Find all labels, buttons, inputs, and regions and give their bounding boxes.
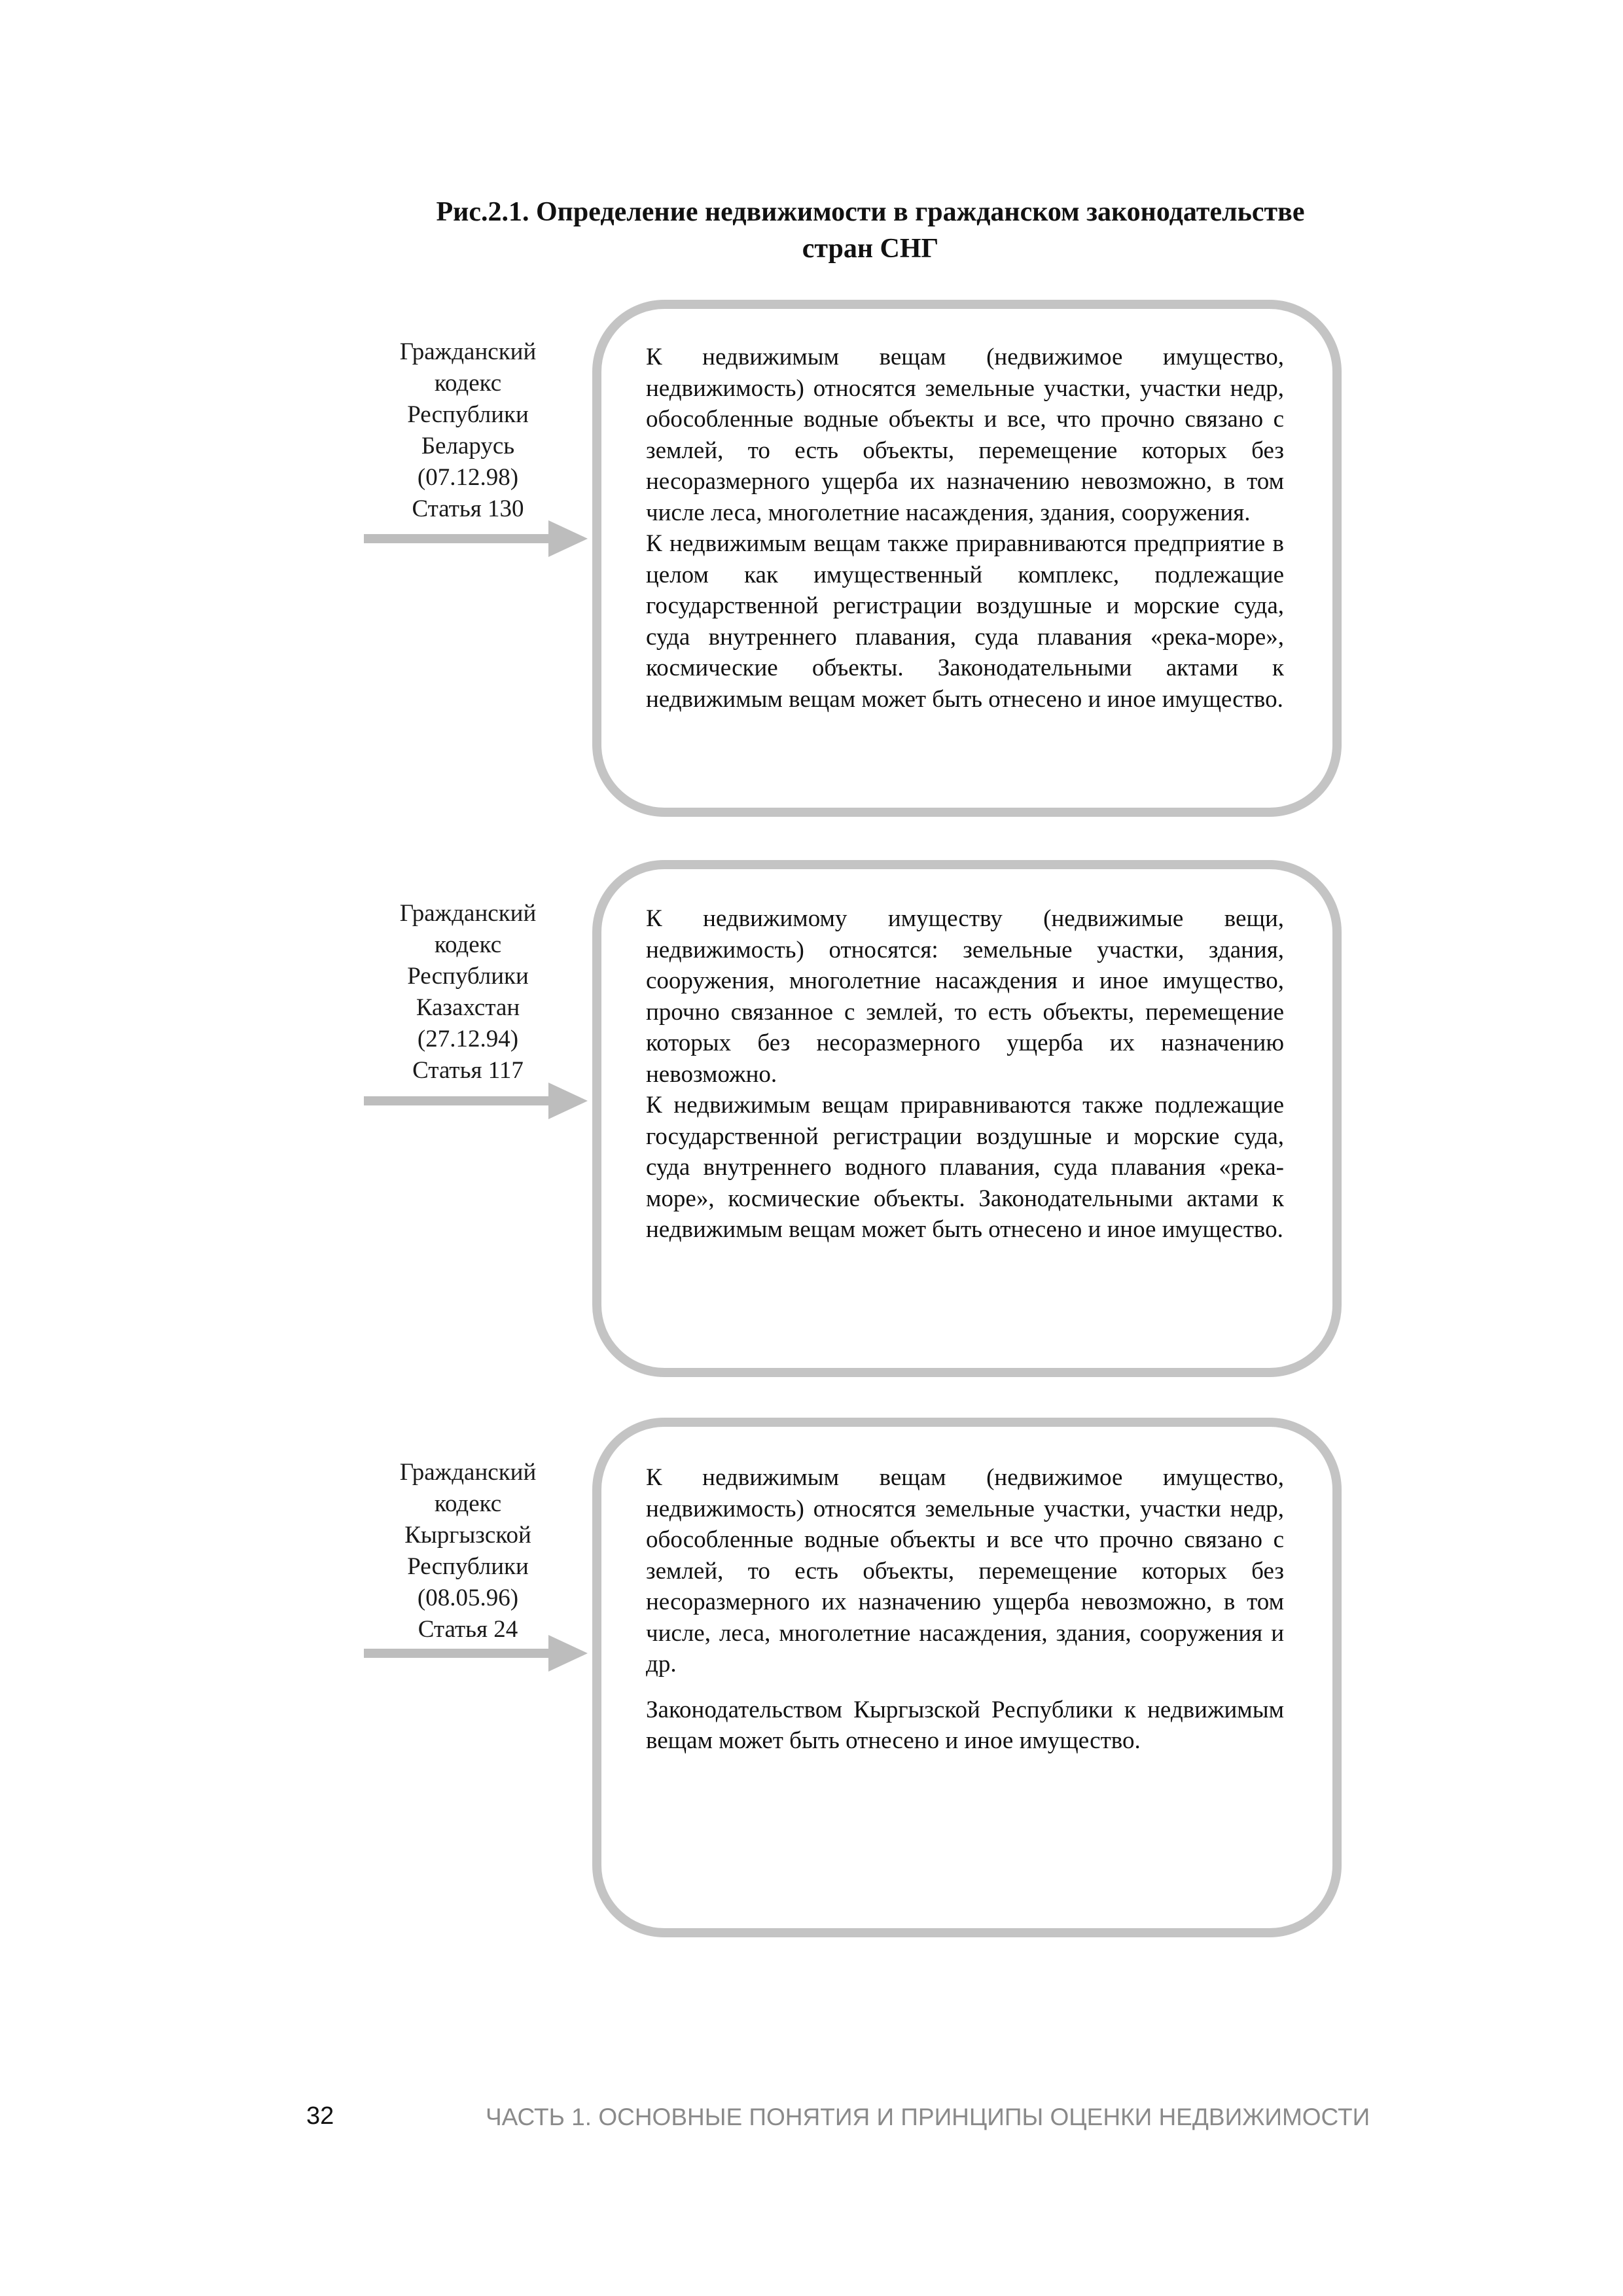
source-line: Республики: [407, 963, 529, 990]
source-label-kyrgyzstan: [347, 1457, 589, 1645]
source-line: кодекс: [434, 1490, 502, 1517]
source-line: (08.05.96): [417, 1585, 519, 1611]
source-line: Республики: [407, 1553, 529, 1580]
source-line: Статья 24: [418, 1616, 518, 1643]
source-line: Кыргызской: [404, 1522, 531, 1549]
figure-title: [275, 194, 1466, 267]
arrow-right-icon: [364, 519, 588, 558]
source-line: Гражданский: [399, 900, 537, 927]
definition-box-kazakhstan: [592, 860, 1342, 1377]
source-label-belarus: [347, 336, 589, 525]
source-line: Казахстан: [416, 994, 520, 1021]
running-title: ЧАСТЬ 1. ОСНОВНЫЕ ПОНЯТИЯ И ПРИНЦИПЫ ОЦЕНКИ НЕДВИЖИМОСТИ: [486, 2104, 1370, 2130]
arrow-right-icon: [364, 1081, 588, 1121]
source-line: Гражданский: [399, 338, 537, 365]
source-line: Республики: [407, 401, 529, 428]
source-line: (27.12.94): [417, 1026, 519, 1052]
page-number: 32: [306, 2102, 334, 2130]
figure-title-line-1: Рис.2.1. Определение недвижимости в гражданском законодательстве: [436, 197, 1305, 227]
source-line: Статья 117: [412, 1057, 524, 1084]
definition-text: [646, 1462, 1284, 1757]
definition-paragraph: К недвижимому имуществу (недвижимые вещи, недвижимость) относятся: земельные участки, здания, сооружения, многолетние насаждения и иное имущество, прочно связанное с землей, то есть объекты, перемещение которых без несоразмерного ущерба их назначению невозможно.: [646, 905, 1284, 1088]
definition-paragraph: Законодательством Кыргызской Республики к недвижимым вещам может быть отнесено и иное имущество.: [646, 1696, 1284, 1754]
arrow-right-icon: [364, 1634, 588, 1673]
definition-text: [646, 342, 1284, 715]
source-line: Статья 130: [412, 495, 524, 522]
definition-box-belarus: [592, 300, 1342, 817]
figure-title-line-2: стран СНГ: [802, 234, 939, 264]
definition-paragraph: К недвижимым вещам (недвижимое имущество, недвижимость) относятся земельные участки, участки недр, обособленные водные объекты и все, что прочно связано с землей, то есть объекты, перемещение которых без несоразмерного ущерба их назначению невозможно, в том числе леса, многолетние насаждения, здания, сооружения.: [646, 344, 1284, 526]
source-line: Гражданский: [399, 1459, 537, 1486]
definition-paragraph: К недвижимым вещам (недвижимое имущество, недвижимость) относятся земельные участки, участки недр, обособленные водные объекты и все что прочно связано с землей, то есть объекты, перемещение которых без несоразмерного их назначению ущерба невозможно, в том числе, леса, многолетние насаждения, здания, сооружения и др.: [646, 1464, 1284, 1677]
source-line: (07.12.98): [417, 464, 519, 491]
source-line: кодекс: [434, 370, 502, 397]
definition-paragraph: К недвижимым вещам приравниваются также подлежащие государственной регистрации воздушные и морские суда, суда внутреннего водного плавания, суда плавания «река-море», космические объекты. Законодательными актами к недвижимым вещам может быть отнесено и иное имущество.: [646, 1092, 1284, 1243]
source-line: кодекс: [434, 931, 502, 958]
definition-paragraph: К недвижимым вещам также приравниваются предприятие в целом как имущественный комплекс, подлежащие государственной регистрации воздушные и морские суда, суда внутреннего плавания, суда плавания «река-море», космические объекты. Законодательными актами к недвижимым вещам может быть отнесено и иное имущество.: [646, 530, 1284, 713]
definition-box-kyrgyzstan: [592, 1418, 1342, 1937]
source-line: Беларусь: [421, 433, 515, 459]
source-label-kazakhstan: [347, 898, 589, 1086]
definition-text: [646, 903, 1284, 1246]
